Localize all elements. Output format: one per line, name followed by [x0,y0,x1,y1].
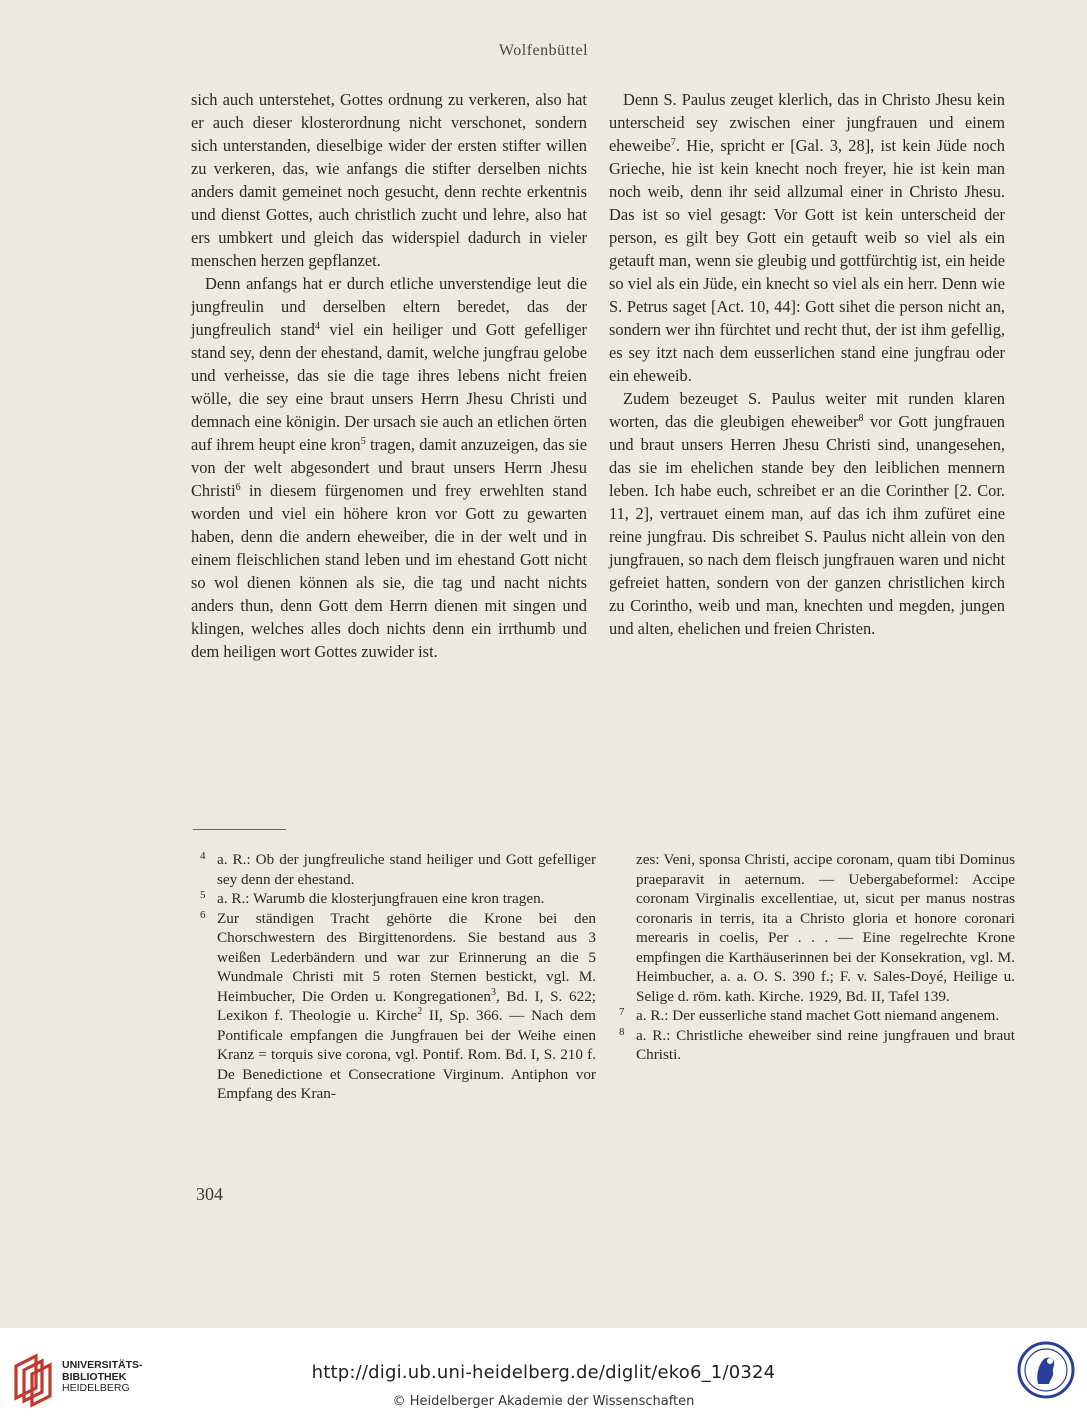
copyright-notice: © Heidelberger Akademie der Wissenschaften [392,1394,695,1409]
footnote-text: a. R.: Christliche eheweiber sind reine jungfrauen und braut Christi. [636,1026,1015,1063]
library-name-line: HEIDELBERG [62,1382,130,1394]
footnote-text: II, Sp. 366. — Nach dem Pontificale empfangen die Jungfrauen bei der Weihe einen Kranz = torquis sive corona, vgl. Pontif. Rom. Bd. I, S. 210 f. De Benedictione et Consecratione Virginum. Antiphon vor Empfang des Kran- [217,1007,596,1102]
paragraph-text: tragen, damit anzuzeigen, das sie von der welt abgesondert und braut unsers Herrn Jhesu Christi [191,435,587,500]
footnote-ref[interactable]: 6 [235,482,241,493]
footnote-5 [200,889,596,909]
academy-seal-icon[interactable] [1016,1340,1076,1400]
paragraph [609,387,1005,640]
footnotes-column-left [200,850,596,1104]
footnote-text: a. R.: Warumb die klosterjungfrauen eine kron tragen. [217,890,545,907]
footnote-text: a. R.: Der eusserliche stand machet Gott niemand angenem. [636,1007,1000,1024]
footnote-number: 4 [200,850,206,862]
paragraph-text: Denn S. Paulus zeuget klerlich, das in Christo Jhesu kein unterscheid sey zwischen einer jungfrauen und einem eheweibe [609,90,1005,155]
edition-superscript: 3 [490,986,496,998]
footnote-number: 5 [200,889,206,901]
footnote-number: 8 [619,1025,625,1038]
viewer-footer [0,1328,1087,1422]
edition-superscript: 2 [417,1006,423,1017]
footnote-ref[interactable]: 5 [360,436,366,447]
footnote-ref[interactable]: 7 [670,137,676,148]
paragraph [609,88,1005,387]
paragraph-text: viel ein heiliger und Gott gefelliger stand sey, denn der ehestand, damit, welche jungfrau gelobe und verheisse, das sie die tage ihres lebens nicht freien wölle, die sey eine braut unsers Herrn Jhesu Christi und demnach eine königin. Der ursach sie auch an etlichen örten auf ihrem heupt eine kron [191,320,587,454]
footnotes-column-right [619,850,1015,1065]
footnote-text: Zur ständigen Tracht gehörte die Krone bei den Chorschwestern des Birgittenordens. Sie bestand aus 3 weißen Lederbändern und war zur Erinnerung an die 5 Wundmale Christi mit 5 roten Sternen bestickt, vgl. M. Heimbucher, Die Orden u. Kongregationen [217,909,596,1005]
footnote-6-continued: zes: Veni, sponsa Christi, accipe coronam, quam tibi Dominus praeparavit in aeternum. — Uebergabeformel: Accipe coronam Virginalis excellentiae, ut, sicut per manus nostras coronaris in terris, ita a Christo gloria et honore coronari merearis in coelis, Per . . . — Eine regelrechte Krone empfingen die Karthäuserinnen bei der Konsekration, vgl. M. Heimbucher, a. a. O. S. 390 f.; F. v. Sales-Doyé, Heilige u. Selige d. röm. kath. Kirche. 1929, Bd. II, Tafel 139. [636,851,1015,1005]
footnote-text: , Bd. I, S. 622; Lexikon f. Theologie u. Kirche [217,987,597,1024]
footnote-4 [200,850,596,889]
footnote-divider [193,829,286,830]
footnote-ref[interactable]: 8 [858,413,864,424]
permalink[interactable]: http://digi.ub.uni-heidelberg.de/diglit/eko6_1/0324 [311,1362,776,1383]
library-name-line: UNIVERSITÄTS- [62,1359,143,1371]
footnote-text: a. R.: Ob der jungfreuliche stand heiliger und Gott gefelliger sey denn der ehestand. [217,851,596,888]
footnote-number: 7 [619,1006,625,1018]
paragraph-text: in diesem fürgenomen und frey erwehlten stand worden und viel ein höhere kron vor Gott zu gewarten haben, denn die andern eheweiber, die in der welt und in einem fleischlichen stand leben und im ehestand Gott nicht so wol dienen können als sie, die tag und nacht nichts anders thun, denn Gott dem Herrn dienen mit singen und klingen, welches alles doch nichts denn ein irrthumb und dem heiligen wort Gottes zuwider ist. [191,481,587,661]
page-number: 304 [196,1184,223,1204]
running-head: Wolfenbüttel [498,42,589,59]
footnote-7 [619,1006,1015,1026]
paragraph-text: Denn anfangs hat er durch etliche unverstendige leut die jungfreulin und derselben eltern beredet, das der jungfreulich stand [191,274,587,339]
main-column-left [191,88,587,663]
footnote-ref[interactable]: 4 [315,321,321,332]
paragraph-text: Zudem bezeuget S. Paulus weiter mit runden klaren worten, das die gleubigen eheweiber [609,389,1005,431]
main-column-right [609,88,1005,640]
paragraph: sich auch unterstehet, Gottes ordnung zu verkeren, also hat er auch dieser klosterordnung nicht verschonet, sondern sich unterstanden, dieselbige wider der ersten stifter willen zu verkeren, das, wie anfangs die stifter derselben nichts anders damit gemeinet noch gesucht, denn rechte erkentnis und dienst Gottes, auch christlich zucht und lehre, also hat ers umbkert und gleich das widerspiel dadurch in vieler menschen herzen gepflanzet. [191,90,587,270]
paragraph-text: . Hie, spricht er [Gal. 3, 28], ist kein Jüde noch Grieche, hie ist kein knecht noch freyer, hie ist kein man noch weib, denn ihr seid allzumal einer in Christo Jhesu. Das ist so viel gesagt: Vor Gott ist kein unterscheid der person, es gilt bey Gott ein getauft weib so viel als ein getauft man, wenn sie gleubig und gottfürchtig ist, ein heide so viel als ein Jüde, ein knecht so viel als ein herr. Denn wie S. Petrus saget [Act. 10, 44]: Gott sihet die person nicht an, sondern wer ihn fürchtet und recht thut, der ist ihm gefellig, es sey itzt nach dem eusserlichen stand eine jungfrau oder ein eheweib. [609,136,1005,385]
library-name-line: BIBLIOTHEK [62,1370,127,1383]
footnote-number: 6 [200,908,206,921]
footnote-8 [619,1026,1015,1065]
paragraph [191,272,587,663]
footnote-6 [200,909,596,1104]
paragraph-text: vor Gott jungfrauen und braut unsers Herren Jhesu Christi sind, unangesehen, das sie im ehelichen stande bey den leiblichen mennern leben. Ich habe euch, schreibet er an die Corinther [2. Cor. 11, 2], vertrauet einem man, auf das ich ihm zufüret eine reine jungfrau. Dis schreibet S. Paulus nicht allein von den jungfrauen, so nach dem fleisch jungfrauen waren und nicht gefreiet hatten, sondern von der ganzen christlichen kirch zu Corintho, weib und man, knechten und megden, jungen und alten, ehelichen und freien Christen. [609,412,1005,638]
